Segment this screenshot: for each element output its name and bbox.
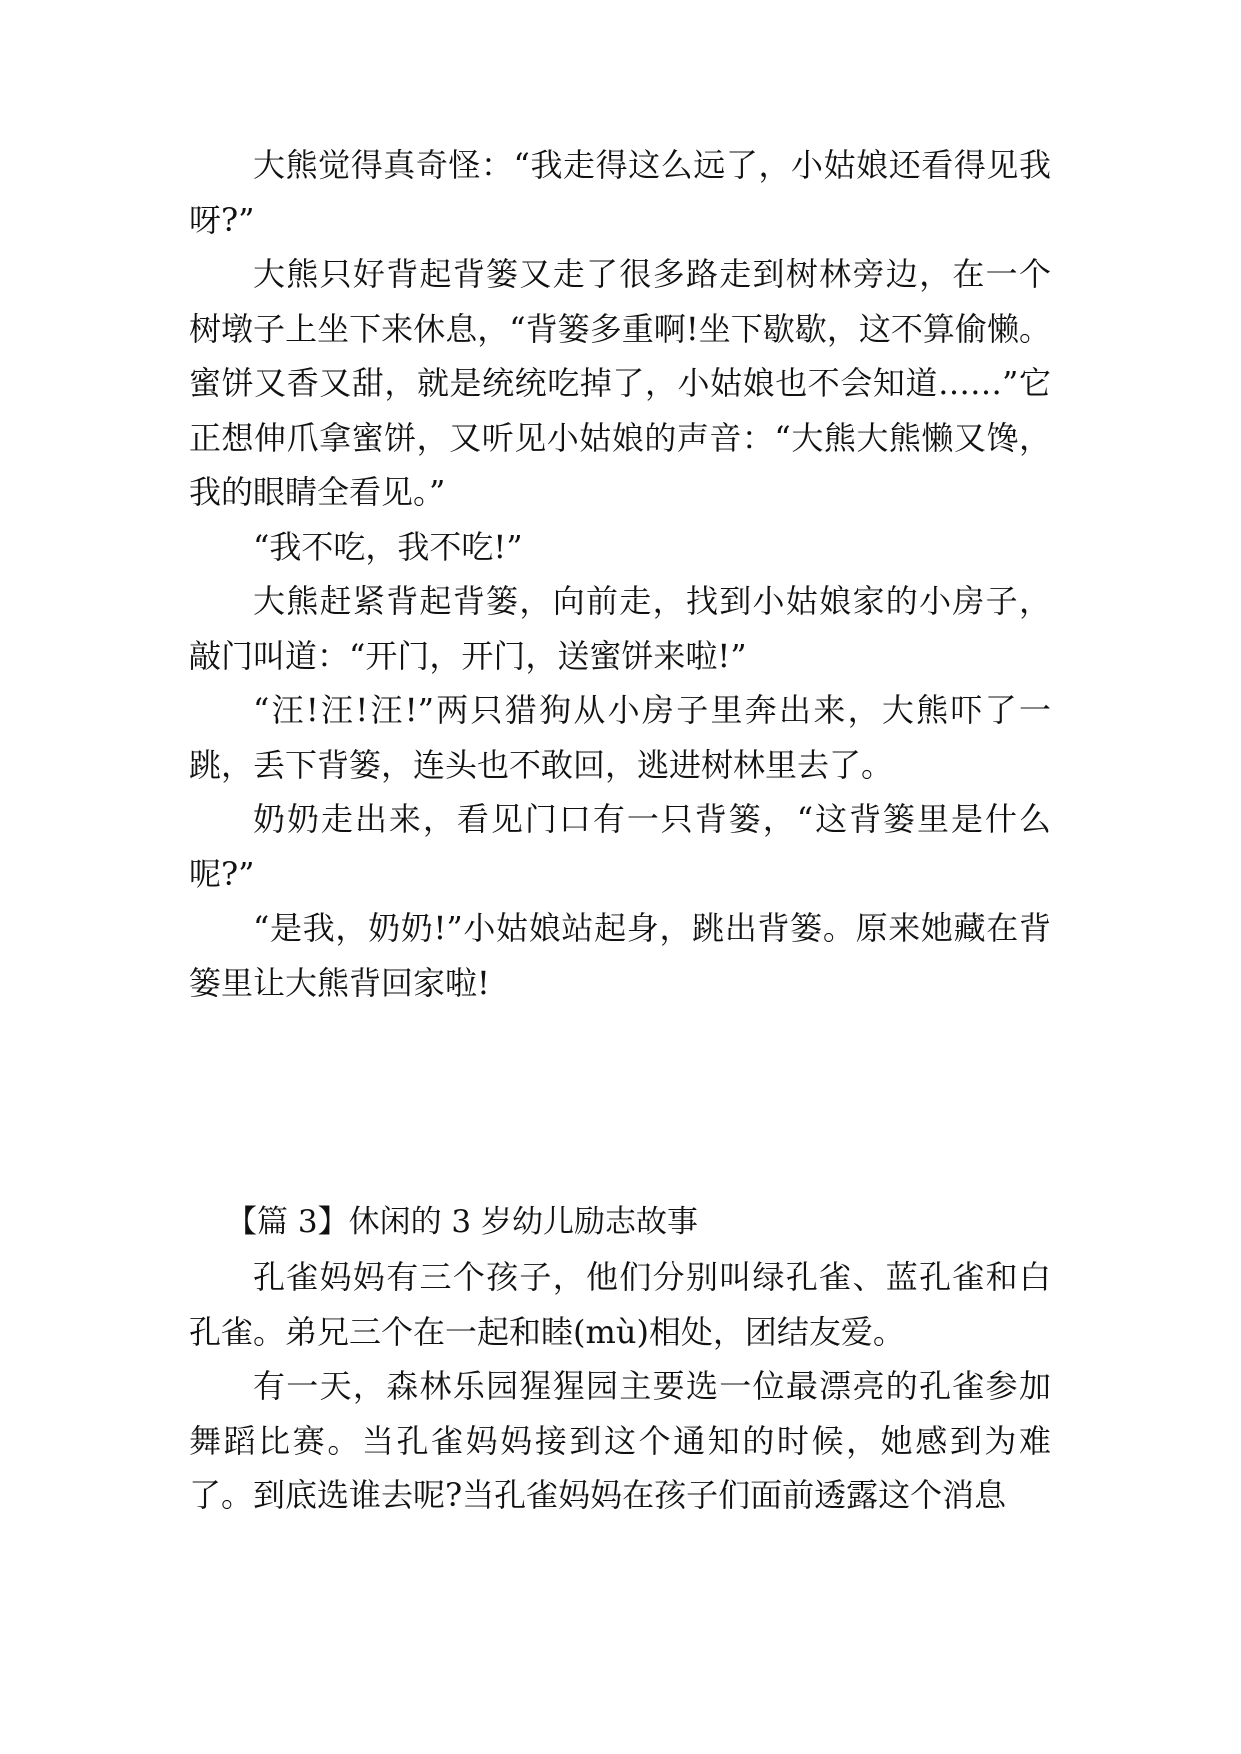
- paragraph: 大熊赶紧背起背篓，向前走，找到小姑娘家的小房子，敲门叫道：“开门，开门，送蜜饼来啦!”: [189, 582, 1051, 675]
- paragraph: 大熊只好背起背篓又走了很多路走到树林旁边，在一个树墩子上坐下来休息，“背篓多重啊!坐下歇歇，这不算偷懒。蜜饼又香又甜，就是统统吃掉了，小姑娘也不会知道……”它正想伸爪拿蜜饼，又听见小姑娘的声音：“大熊大熊懒又馋，我的眼睛全看见。”: [189, 255, 1051, 511]
- paragraph: 孔雀妈妈有三个孩子，他们分别叫绿孔雀、蓝孔雀和白孔雀。弟兄三个在一起和睦(mù)相处，团结友爱。: [189, 1258, 1051, 1351]
- paragraph: 有一天，森林乐园猩猩园主要选一位最漂亮的孔雀参加舞蹈比赛。当孔雀妈妈接到这个通知的时候，她感到为难了。到底选谁去呢?当孔雀妈妈在孩子们面前透露这个消息: [189, 1367, 1051, 1514]
- paragraph: 奶奶走出来，看见门口有一只背篓，“这背篓里是什么呢?”: [189, 800, 1051, 893]
- paragraph: “汪!汪!汪!”两只猎狗从小房子里奔出来，大熊吓了一跳，丢下背篓，连头也不敢回，逃进树林里去了。: [189, 691, 1051, 784]
- paragraph: 大熊觉得真奇怪：“我走得这么远了，小姑娘还看得见我呀?”: [189, 146, 1051, 239]
- section-title: 【篇 3】休闲的 3 岁幼儿励志故事: [226, 1204, 699, 1240]
- paragraph: “是我，奶奶!”小姑娘站起身，跳出背篓。原来她藏在背篓里让大熊背回家啦!: [189, 909, 1051, 1002]
- story-text-part1: [189, 138, 1051, 1010]
- story-text-part2: [189, 1250, 1051, 1523]
- paragraph: “我不吃，我不吃!”: [253, 527, 523, 566]
